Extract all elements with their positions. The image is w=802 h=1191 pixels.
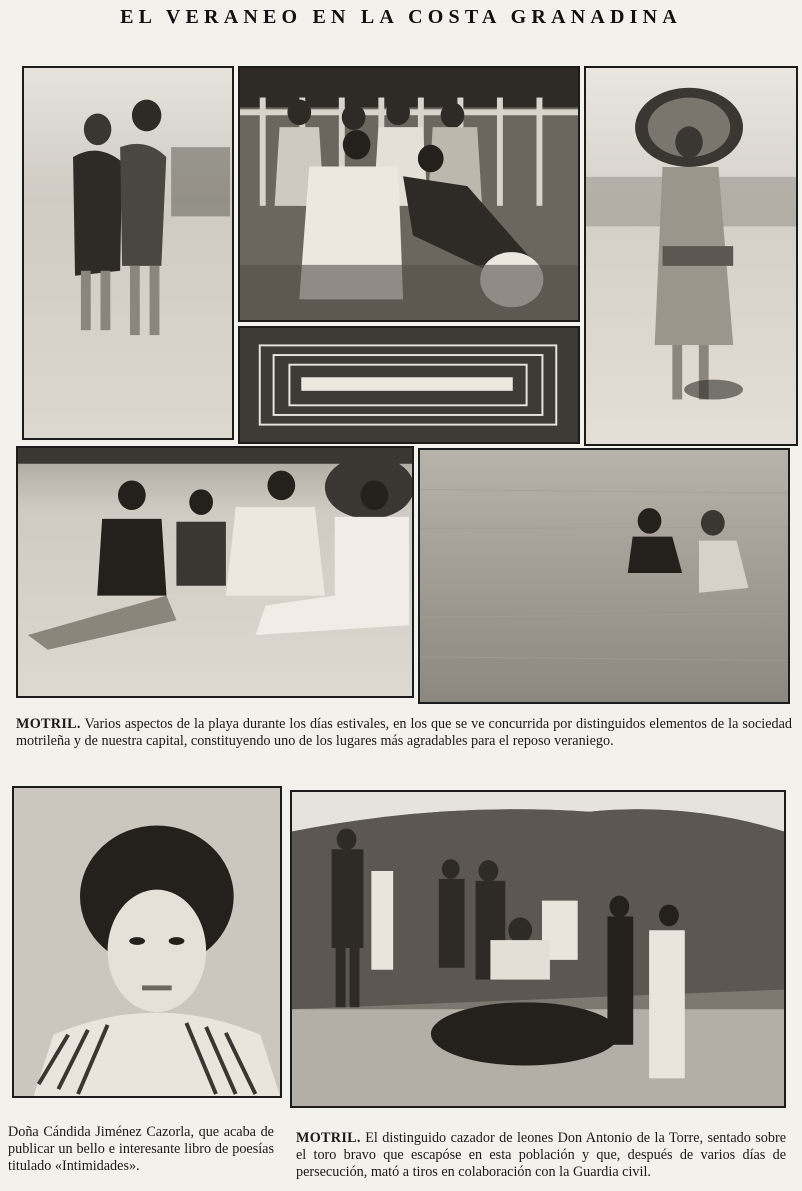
caption-place-name: MOTRIL. [296, 1130, 361, 1146]
group-on-terrace-photo [238, 66, 580, 322]
two-bathers-in-sea-photo [418, 448, 790, 704]
portrait-caption [8, 1124, 274, 1175]
caption-text: El distinguido cazador de leones Don Antonio de la Torre, sentado sobre el toro bravo que escapóse en esta población y que, después de varios días de persecución, mató a tiros en colaboración con la Guardia civil. [296, 1130, 786, 1180]
seated-women-on-sand-photo [16, 446, 414, 698]
beach-caption [16, 716, 792, 750]
hunting-party-photo [290, 790, 786, 1108]
caption-text: Varios aspectos de la playa durante los días estivales, en los que se ve concurrida por distinguidos elementos de la sociedad motrileña y de nuestra capital, constituyendo uno de los lugares más agradables para el reposo veraniego. [16, 716, 792, 749]
two-women-bathers-photo [22, 66, 234, 440]
caption-text: Doña Cándida Jiménez Cazorla, que acaba de publicar un bello e interesante libro de poesías titulado «Intimidades». [8, 1124, 274, 1174]
page-title: EL VERANEO EN LA COSTA GRANADINA [120, 6, 682, 28]
woman-with-parasol-photo [584, 66, 798, 446]
portrait-photo [12, 786, 282, 1098]
framed-ornament [238, 326, 580, 444]
caption-place-name: MOTRIL. [16, 716, 81, 732]
hunt-caption [296, 1130, 786, 1181]
